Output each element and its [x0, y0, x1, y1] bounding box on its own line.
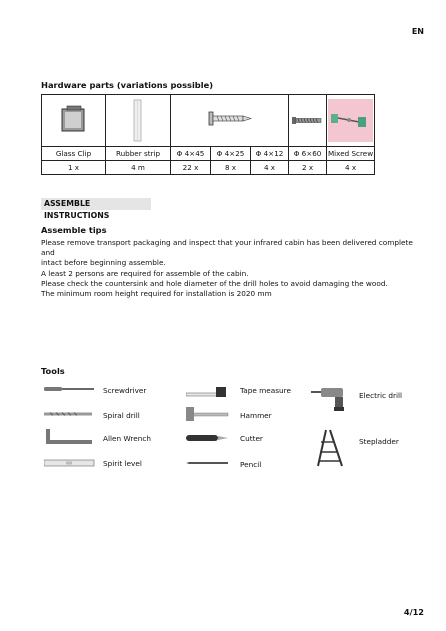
- tip-line: Please remove transport packaging and inspect that your infrared cabin has been delivered complete and: [41, 238, 413, 258]
- language-badge: EN: [411, 27, 424, 36]
- assemble-instructions-banner: ASSEMBLE INSTRUCTIONS: [41, 198, 151, 210]
- tool-label-tape-measure: Tape measure: [240, 386, 291, 395]
- tip-line: Please check the countersink and hole diameter of the drill holes to avoid damaging the wood.: [41, 278, 388, 288]
- tip-line: intact before beginning assemble.: [41, 258, 166, 268]
- glass-clip-cell: [42, 95, 106, 147]
- glass-clip-icon: [42, 96, 104, 145]
- electric-drill-icon: [311, 385, 353, 413]
- tool-label-stepladder: Stepladder: [359, 437, 399, 446]
- part-name-mixed-screw: Mixed Screw: [327, 147, 375, 161]
- tools-title: Tools: [41, 366, 65, 376]
- tool-label-electric-drill: Electric drill: [359, 391, 403, 400]
- screwdriver-icon: [44, 385, 96, 393]
- hardware-table: [41, 94, 375, 175]
- wood-screw-icon: [171, 96, 286, 145]
- assemble-tips-text: [41, 238, 421, 299]
- part-name-screw-4x45: Φ 4×45: [171, 147, 211, 161]
- tool-label-spiral-drill: Spiral drill: [103, 411, 140, 420]
- screw-6x60-cell: [289, 95, 327, 147]
- allen-wrench-icon: [44, 428, 96, 446]
- part-qty-screw-4x12: 4 x: [251, 161, 289, 175]
- tip-line: A least 2 persons are required for assemble of the cabin.: [41, 268, 249, 278]
- part-qty-screw-4x25: 8 x: [211, 161, 251, 175]
- screw-6x60-icon: [289, 96, 326, 145]
- hardware-title: Hardware parts (variations possible): [41, 80, 214, 90]
- mixed-screw-icon: [327, 96, 374, 145]
- mixed-screw-cell: [327, 95, 375, 147]
- tool-label-allen-wrench: Allen Wrench: [103, 434, 151, 443]
- part-qty-glass-clip: 1 x: [42, 161, 106, 175]
- tool-label-screwdriver: Screwdriver: [103, 386, 147, 395]
- part-name-glass-clip: Glass Clip: [42, 147, 106, 161]
- pencil-icon: [186, 459, 230, 467]
- stepladder-icon: [316, 429, 346, 467]
- part-qty-screw-6x60: 2 x: [289, 161, 327, 175]
- rubber-strip-cell: [106, 95, 171, 147]
- rubber-strip-icon: [106, 96, 169, 145]
- cutter-icon: [186, 433, 230, 443]
- spirit-level-icon: [44, 458, 96, 468]
- hammer-icon: [186, 405, 230, 421]
- part-name-screw-4x25: Φ 4×25: [211, 147, 251, 161]
- wood-screw-cell: [171, 95, 289, 147]
- spiral-drill-icon: [44, 410, 96, 418]
- part-qty-mixed-screw: 4 x: [327, 161, 375, 175]
- part-name-screw-4x12: Φ 4×12: [251, 147, 289, 161]
- tape-measure-icon: [186, 385, 230, 399]
- tool-label-hammer: Hammer: [240, 411, 272, 420]
- page-number: 4/12: [403, 607, 424, 617]
- assemble-tips-title: Assemble tips: [41, 225, 107, 235]
- part-qty-screw-4x45: 22 x: [171, 161, 211, 175]
- tool-label-pencil: Pencil: [240, 460, 262, 469]
- part-name-screw-6x60: Φ 6×60: [289, 147, 327, 161]
- tool-label-cutter: Cutter: [240, 434, 263, 443]
- tip-line: The minimum room height required for installation is 2020 mm: [41, 289, 272, 299]
- part-qty-rubber-strip: 4 m: [106, 161, 171, 175]
- tool-label-spirit-level: Spirit level: [103, 459, 142, 468]
- part-name-rubber-strip: Rubber strip: [106, 147, 171, 161]
